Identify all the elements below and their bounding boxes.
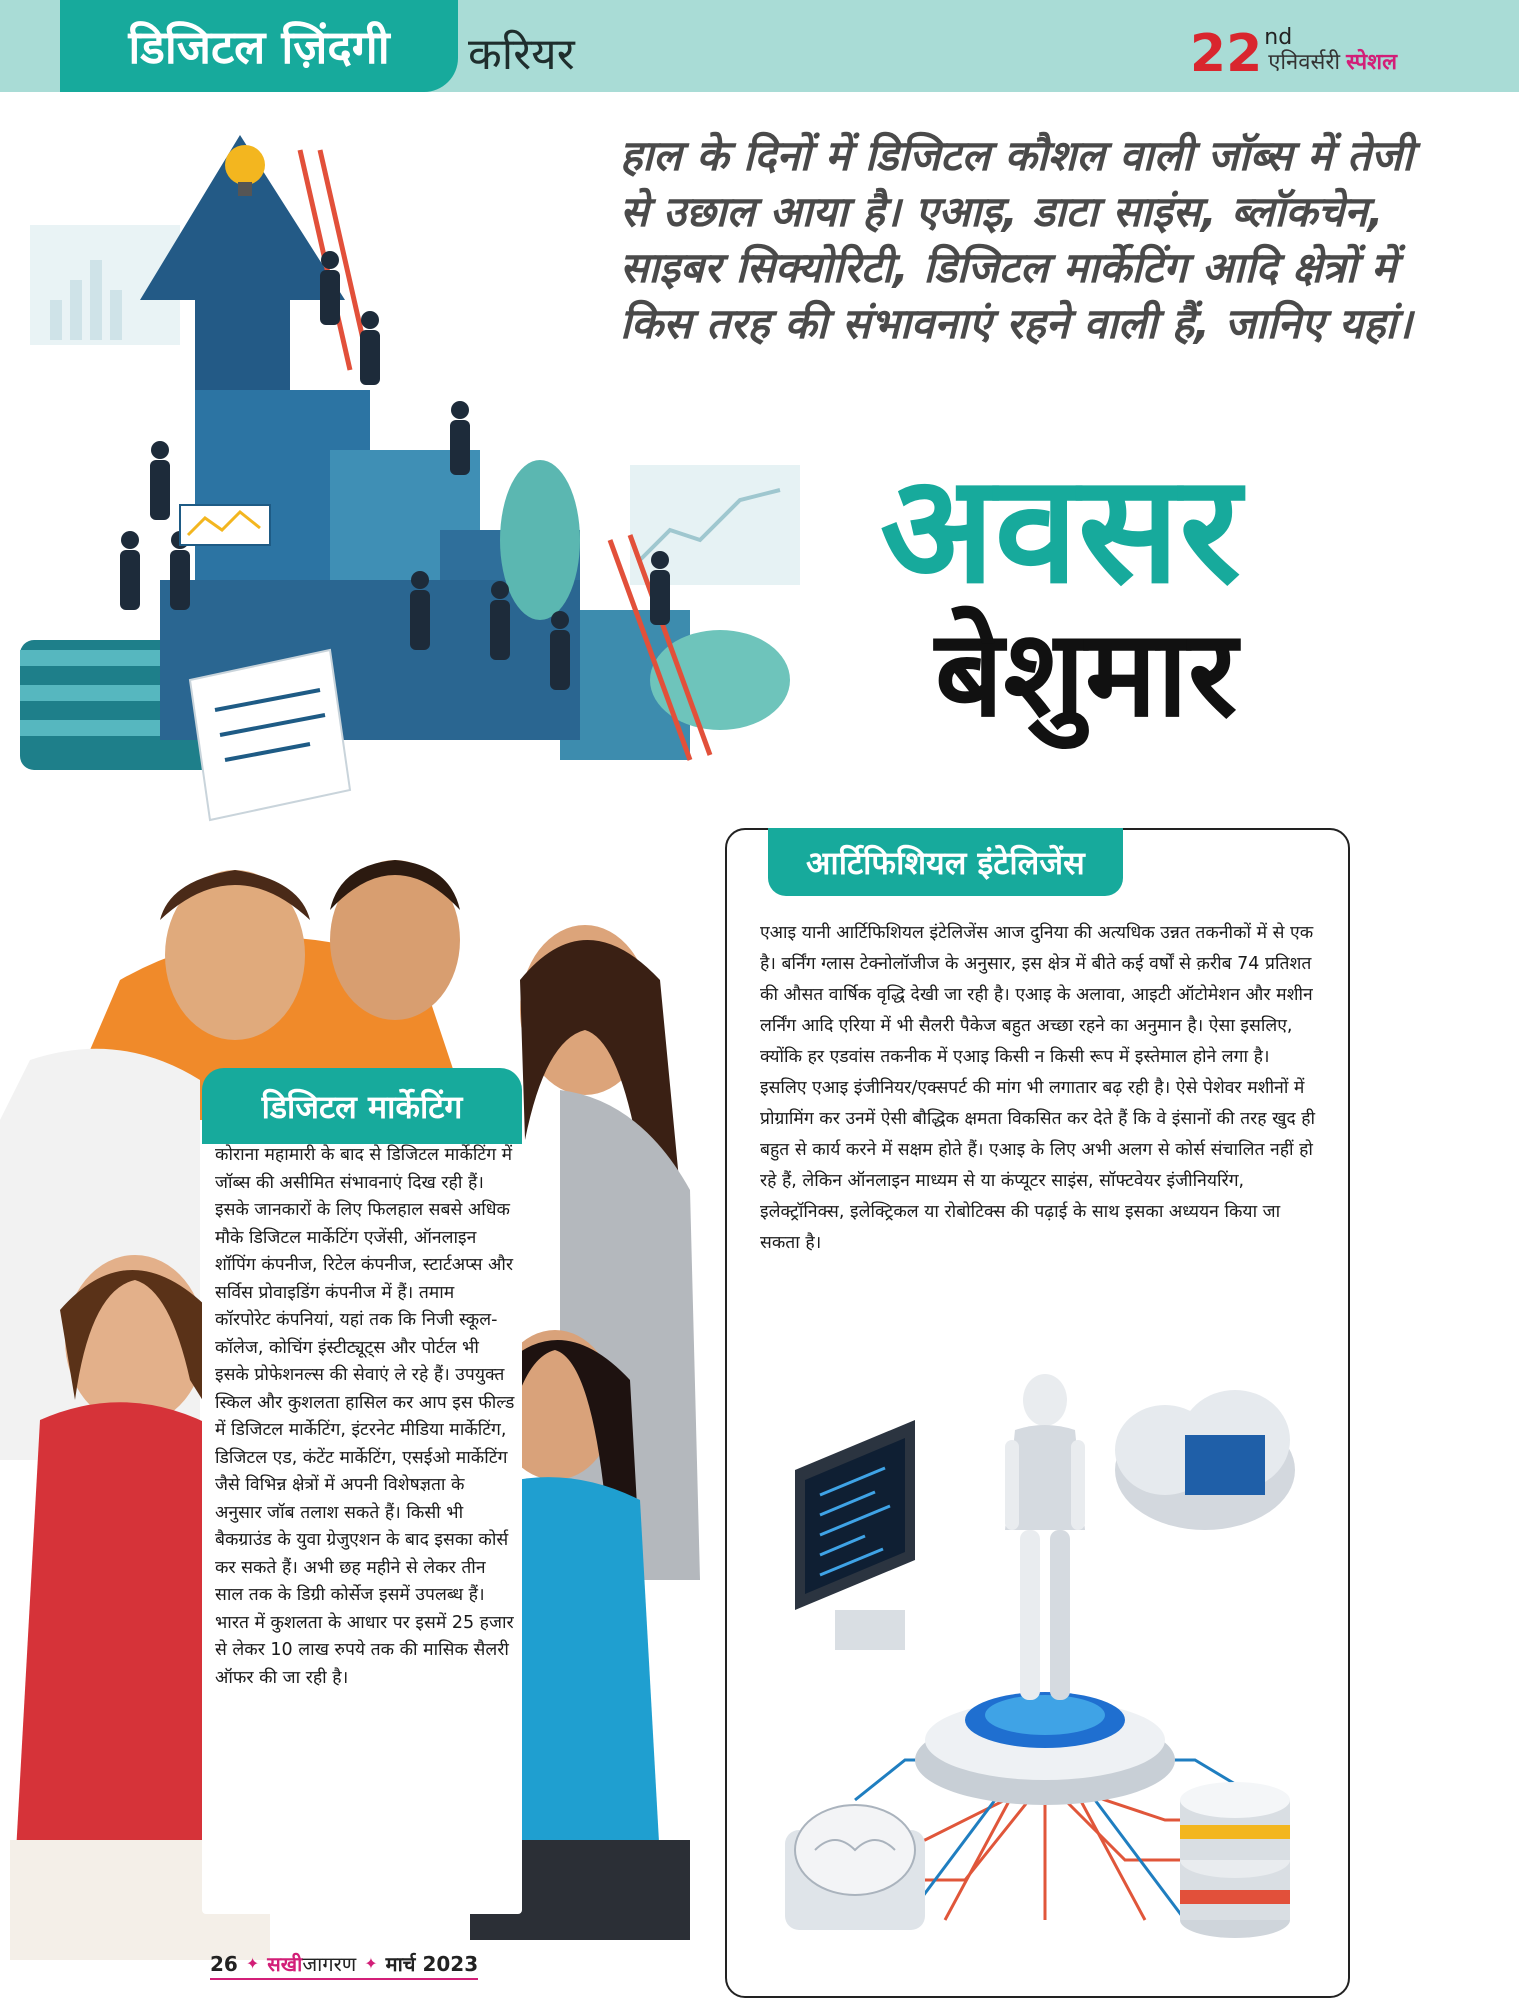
ai-heading: आर्टिफिशियल इंटेलिजेंस (806, 843, 1085, 882)
headline-line2: बेशुमार (935, 605, 1238, 744)
brand-sakhi: सखी (267, 1952, 303, 1976)
anniversary-number: 22 (1189, 24, 1263, 84)
page-footer (210, 1950, 478, 1977)
anniversary-text: एनिवर्सरी (1268, 50, 1341, 75)
anniversary-badge (1189, 24, 1397, 84)
headline-line1: अवसर (880, 443, 1241, 617)
section-tab (60, 0, 458, 92)
robot-ai-illustration (765, 1360, 1325, 1960)
brand-jagran: जागरण (302, 1952, 357, 1976)
star-icon: ✦ (245, 1954, 260, 1973)
anniversary-special: स्पेशल (1346, 50, 1397, 75)
ai-text: एआइ यानी आर्टिफिशियल इंटेलिजेंस आज दुनिया की अत्यधिक उन्नत तकनीकों में से एक है। बर्निंग ग्लास टेक्नोलॉजीज के अनुसार, इस क्षेत्र में बीते कई वर्षों से क़रीब 74 प्रतिशत की औसत वार्षिक वृद्धि देखी जा रही है। एआइ के अलावा, आइटी ऑटोमेशन और मशीन लर्निंग आदि एरिया में भी सैलरी पैकेज बहुत अच्छा रहने का अनुमान है। ऐसा इसलिए, क्योंकि हर एडवांस तकनीक में एआइ किसी न किसी रूप में इस्तेमाल होने लगा है। इसलिए एआइ इंजीनियर/एक्सपर्ट की मांग भी लगातार बढ़ रही है। ऐसे पेशेवर मशीनों में प्रोग्रामिंग कर उनमें ऐसी बौद्धिक क्षमता विकसित कर देते हैं कि वे इंसानों की तरह खुद ही बहुत से कार्य करने में सक्षम होते हैं। एआइ के लिए अभी अलग से कोर्स संचालित नहीं हो रहे हैं, लेकिन ऑनलाइन माध्यम से या कंप्यूटर साइंस, सॉफ्टवेयर इंजीनियरिंग, इलेक्ट्रॉनिक्स, इलेक्ट्रिकल या रोबोटिक्स की पढ़ाई के साथ इसका अध्ययन किया जा सकता है। (760, 923, 1316, 1253)
footer-rule (210, 1978, 478, 1980)
digital-marketing-heading-bar (202, 1068, 522, 1144)
ai-heading-bar (768, 828, 1123, 896)
section-title: डिजिटल ज़िंदगी (128, 20, 390, 74)
digital-marketing-text: कोराना महामारी के बाद से डिजिटल मार्केटिंग में जॉब्स की असीमित संभावनाएं दिख रही हैं। इसके जानकारों के लिए फिलहाल सबसे अधिक मौके डिजिटल मार्केटिंग एजेंसी, ऑनलाइन शॉपिंग कंपनीज, रिटेल कंपनीज, स्टार्टअप्स और सर्विस प्रोवाइडिंग कंपनीज में हैं। तमाम कॉरपोरेट कंपनियां, यहां तक कि निजी स्कूल-कॉलेज, कोचिंग इंस्टीट्यूट्स और पोर्टल भी इसके प्रोफेशनल्स की सेवाएं ले रहे हैं। उपयुक्त स्किल और कुशलता हासिल कर आप इस फील्ड में डिजिटल मार्केटिंग, इंटरनेट मीडिया मार्केटिंग, डिजिटल एड, कंटेंट मार्केटिंग, एसईओ मार्केटिंग जैसे विभिन्न क्षेत्रों में अपनी विशेषज्ञता के अनुसार जॉब तलाश सकते हैं। किसी भी बैकग्राउंड के युवा ग्रेजुएशन के बाद इसका कोर्स कर सकते हैं। अभी छह महीने से लेकर तीन साल तक के डिग्री कोर्सेज इसमें उपलब्ध हैं। भारत में कुशलता के आधार पर इसमें 25 हजार से लेकर 10 लाख रुपये तक की मासिक सैलरी ऑफर की जा रही है। (215, 1145, 515, 1688)
category-label: करियर (468, 29, 575, 80)
issue-date: मार्च 2023 (385, 1952, 479, 1976)
intro-paragraph: हाल के दिनों में डिजिटल कौशल वाली जॉब्स में तेजी से उछाल आया है। एआइ, डाटा साइंस, ब्लॉकचेन, साइबर सिक्योरिटी, डिजिटल मार्केटिंग आदि क्षेत्रों में किस तरह की संभावनाएं रहने वाली हैं, जानिए यहां। (620, 131, 1413, 348)
digital-marketing-heading: डिजिटल मार्केटिंग (261, 1087, 463, 1126)
star-icon: ✦ (364, 1954, 378, 1973)
page-number: 26 (210, 1951, 238, 1976)
anniversary-suffix: nd (1264, 25, 1293, 50)
